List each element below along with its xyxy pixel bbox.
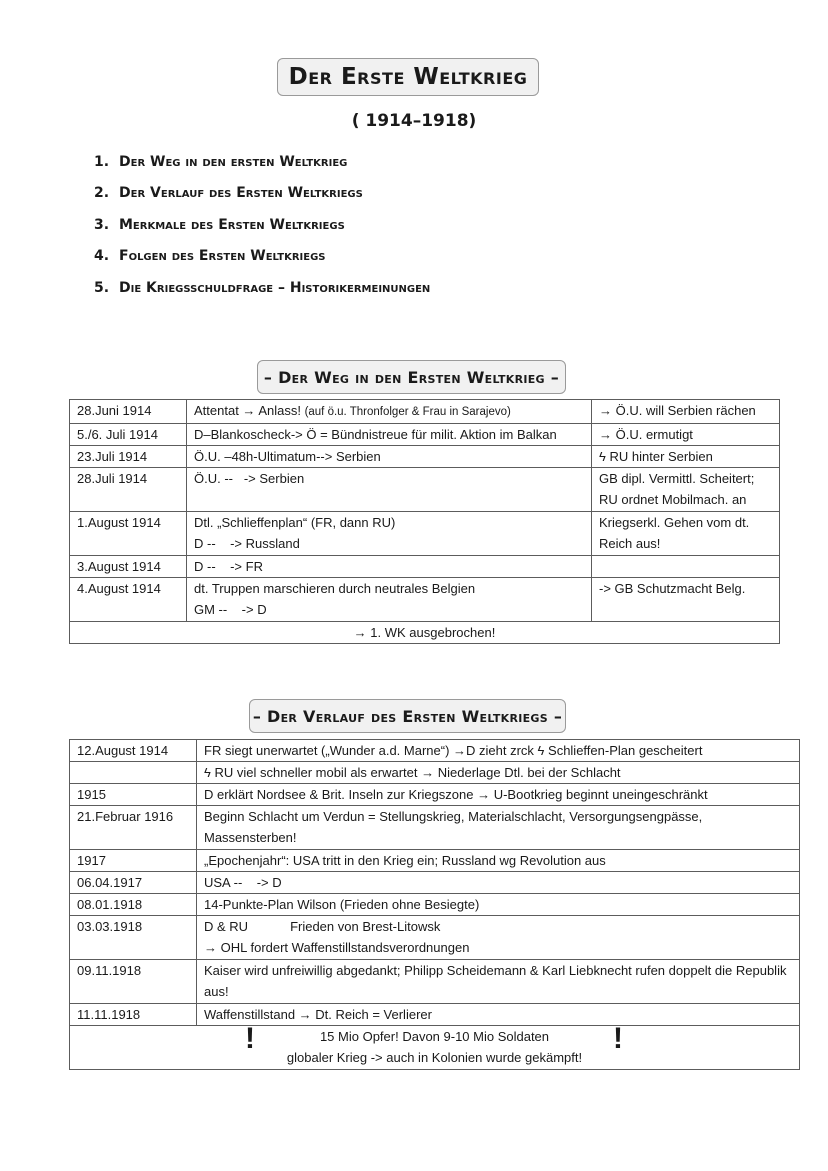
- page-title: Der Erste Weltkrieg: [288, 64, 528, 90]
- section2-table: [69, 739, 800, 1070]
- table-row: [70, 578, 780, 622]
- table-row: [70, 916, 800, 960]
- result-cell: -> GB Schutzmacht Belg.: [592, 578, 780, 622]
- table-row: [70, 446, 780, 468]
- event-cell: FR siegt unerwartet („Wunder a.d. Marne“) →D zieht zrck ϟ Schlieffen-Plan gescheitert: [197, 740, 800, 762]
- toc-item: 2. Der Verlauf des Ersten Weltkriegs: [94, 185, 363, 202]
- table-row: [70, 784, 800, 806]
- table-row: [70, 512, 780, 556]
- date-cell: 23.Juli 1914: [70, 446, 187, 468]
- toc-item-label: Folgen des Ersten Weltkriegs: [119, 248, 326, 265]
- date-cell: 1915: [70, 784, 197, 806]
- table-row: [70, 1004, 800, 1026]
- event-cell: dt. Truppen marschieren durch neutrales Belgien GM -- -> D: [187, 578, 592, 622]
- event-cell: D erklärt Nordsee & Brit. Inseln zur Kriegszone → U-Bootkrieg beginnt uneingeschränkt: [197, 784, 800, 806]
- footer-line2: globaler Krieg -> auch in Kolonien wurde gekämpft!: [286, 1050, 583, 1065]
- table-row: [70, 872, 800, 894]
- footer-line1: 15 Mio Opfer! Davon 9-10 Mio Soldaten: [319, 1029, 550, 1044]
- result-cell: Kriegserkl. Gehen vom dt. Reich aus!: [592, 512, 780, 556]
- event-cell: Ö.U. -- -> Serbien: [187, 468, 592, 512]
- date-cell: 11.11.1918: [70, 1004, 197, 1026]
- table-row: [70, 960, 800, 1004]
- result-cell: [592, 556, 780, 578]
- toc-item-label: Der Verlauf des Ersten Weltkriegs: [119, 185, 363, 202]
- date-cell: 09.11.1918: [70, 960, 197, 1004]
- result-cell: ϟ RU hinter Serbien: [592, 446, 780, 468]
- event-cell: Dtl. „Schlieffenplan“ (FR, dann RU) D -- -> Russland: [187, 512, 592, 556]
- event-cell: USA -- -> D: [197, 872, 800, 894]
- date-cell: 21.Februar 1916: [70, 806, 197, 850]
- table-row: [70, 762, 800, 784]
- event-cell: D–Blankoscheck-> Ö = Bündnistreue für milit. Aktion im Balkan: [187, 424, 592, 446]
- date-cell: 06.04.1917: [70, 872, 197, 894]
- section2-heading: – Der Verlauf des Ersten Weltkriegs –: [252, 706, 563, 726]
- result-cell: GB dipl. Vermittl. Scheitert; RU ordnet Mobilmach. an: [592, 468, 780, 512]
- table-footer-row: [70, 1026, 800, 1070]
- table-row: [70, 806, 800, 850]
- footer-cell: [70, 1026, 800, 1070]
- table-row: [70, 424, 780, 446]
- footer-cell: → 1. WK ausgebrochen!: [70, 622, 780, 644]
- date-cell: 08.01.1918: [70, 894, 197, 916]
- table-row: [70, 468, 780, 512]
- toc-item: 1. Der Weg in den ersten Weltkrieg: [94, 153, 348, 170]
- table-footer-row: [70, 622, 780, 644]
- event-cell: Waffenstillstand → Dt. Reich = Verlierer: [197, 1004, 800, 1026]
- event-cell: Ö.U. –48h-Ultimatum--> Serbien: [187, 446, 592, 468]
- toc-item: 4. Folgen des Ersten Weltkriegs: [94, 248, 326, 265]
- date-cell: 28.Juli 1914: [70, 468, 187, 512]
- event-cell: D & RU Frieden von Brest-Litowsk → OHL fordert Waffenstillstandsverordnungen: [197, 916, 800, 960]
- date-cell: 5./6. Juli 1914: [70, 424, 187, 446]
- table-of-contents: [94, 146, 430, 304]
- event-cell: 14-Punkte-Plan Wilson (Frieden ohne Besiegte): [197, 894, 800, 916]
- event-cell: ϟ RU viel schneller mobil als erwartet → Niederlage Dtl. bei der Schlacht: [197, 762, 800, 784]
- table-row: [70, 556, 780, 578]
- toc-item-label: Merkmale des Ersten Weltkriegs: [119, 216, 345, 233]
- exclamation-icon: !: [245, 1025, 255, 1055]
- table-row: [70, 850, 800, 872]
- result-cell: → Ö.U. ermutigt: [592, 424, 780, 446]
- result-cell: → Ö.U. will Serbien rächen: [592, 400, 780, 424]
- toc-item-label: Der Weg in den ersten Weltkrieg: [119, 153, 348, 170]
- table-row: [70, 894, 800, 916]
- date-cell: 4.August 1914: [70, 578, 187, 622]
- toc-item-label: Die Kriegsschuldfrage – Historikermeinungen: [119, 279, 431, 296]
- event-cell: „Epochenjahr“: USA tritt in den Krieg ein; Russland wg Revolution aus: [197, 850, 800, 872]
- date-cell: 1917: [70, 850, 197, 872]
- date-cell: 03.03.1918: [70, 916, 197, 960]
- toc-item: 5. Die Kriegsschuldfrage – Historikermeinungen: [94, 279, 431, 296]
- event-cell: Beginn Schlacht um Verdun = Stellungskrieg, Materialschlacht, Versorgungsengpässe, Massensterben!: [197, 806, 800, 850]
- event-cell: Kaiser wird unfreiwillig abgedankt; Philipp Scheidemann & Karl Liebknecht rufen doppelt die Republik aus!: [197, 960, 800, 1004]
- section1-table: [69, 399, 780, 644]
- table-row: [70, 400, 780, 424]
- section1-heading-box: [257, 360, 566, 394]
- event-cell: D -- -> FR: [187, 556, 592, 578]
- date-cell: 12.August 1914: [70, 740, 197, 762]
- years-subtitle: ( 1914–1918): [351, 111, 477, 131]
- date-cell: [70, 762, 197, 784]
- exclamation-icon: !: [613, 1025, 623, 1055]
- section2-heading-box: [249, 699, 566, 733]
- date-cell: 3.August 1914: [70, 556, 187, 578]
- date-cell: 1.August 1914: [70, 512, 187, 556]
- section1-heading: – Der Weg in den Ersten Weltkrieg –: [263, 367, 560, 387]
- event-cell: Attentat → Anlass! (auf ö.u. Thronfolger & Frau in Sarajevo): [187, 400, 592, 424]
- page-title-box: [277, 58, 539, 96]
- table-row: [70, 740, 800, 762]
- toc-item: 3. Merkmale des Ersten Weltkriegs: [94, 216, 345, 233]
- date-cell: 28.Juni 1914: [70, 400, 187, 424]
